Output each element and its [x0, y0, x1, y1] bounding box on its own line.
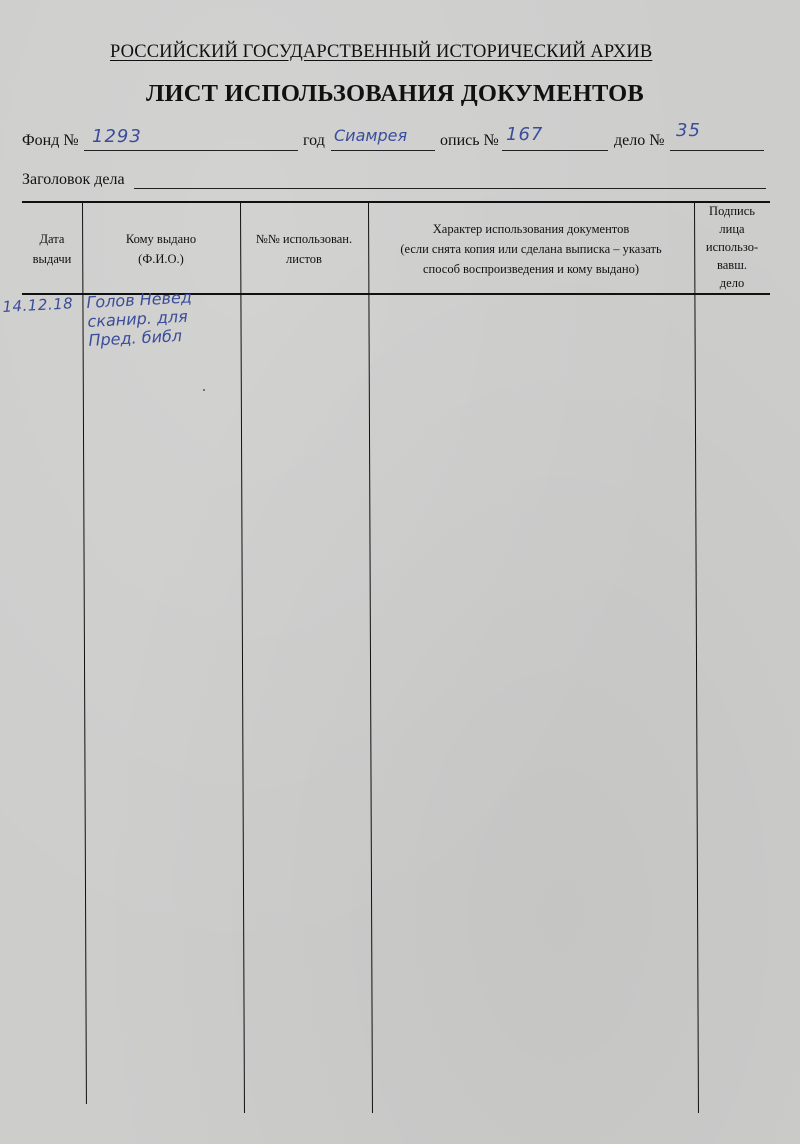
table-row-1-date: 14.12.18 — [2, 294, 74, 316]
column-header-signature: Подпись лица использо- вавш. дело — [705, 204, 759, 290]
column-header-usage-nature: Характер использования документов (если снята копия или сделана выписка – указать способ воспроизведения и кому выдано) — [400, 222, 662, 276]
year-value: Сиамрея — [334, 126, 408, 145]
ink-speck — [203, 389, 205, 391]
delo-line — [670, 150, 764, 151]
table-top-border — [22, 201, 770, 203]
opis-value: 167 — [506, 124, 544, 145]
fond-label: Фонд № — [22, 132, 79, 149]
column-divider-3 — [368, 203, 373, 1113]
heading-label: Заголовок дела — [22, 171, 125, 188]
fond-line — [84, 150, 298, 151]
fond-value: 1293 — [92, 126, 142, 147]
sheet-title: ЛИСТ ИСПОЛЬЗОВАНИЯ ДОКУМЕНТОВ — [146, 80, 644, 107]
archive-name: РОССИЙСКИЙ ГОСУДАРСТВЕННЫЙ ИСТОРИЧЕСКИЙ АРХИВ — [110, 42, 653, 62]
opis-line — [502, 150, 608, 151]
column-divider-4 — [694, 203, 699, 1113]
opis-label: опись № — [440, 132, 499, 149]
column-header-date: Дата выдачи — [32, 232, 72, 266]
column-header-issued-to: Кому выдано (Ф.И.О.) — [125, 232, 197, 266]
column-header-sheet-numbers: №№ использован. листов — [255, 232, 353, 266]
year-label: год — [303, 132, 325, 149]
heading-line — [134, 188, 766, 189]
column-divider-1 — [82, 203, 87, 1104]
column-divider-2 — [240, 203, 245, 1113]
table-row-1-issued-to: Голов Невед сканир. для Пред. библ — [86, 287, 193, 350]
year-line — [331, 150, 435, 151]
delo-value: 35 — [676, 120, 701, 141]
delo-label: дело № — [614, 132, 665, 149]
